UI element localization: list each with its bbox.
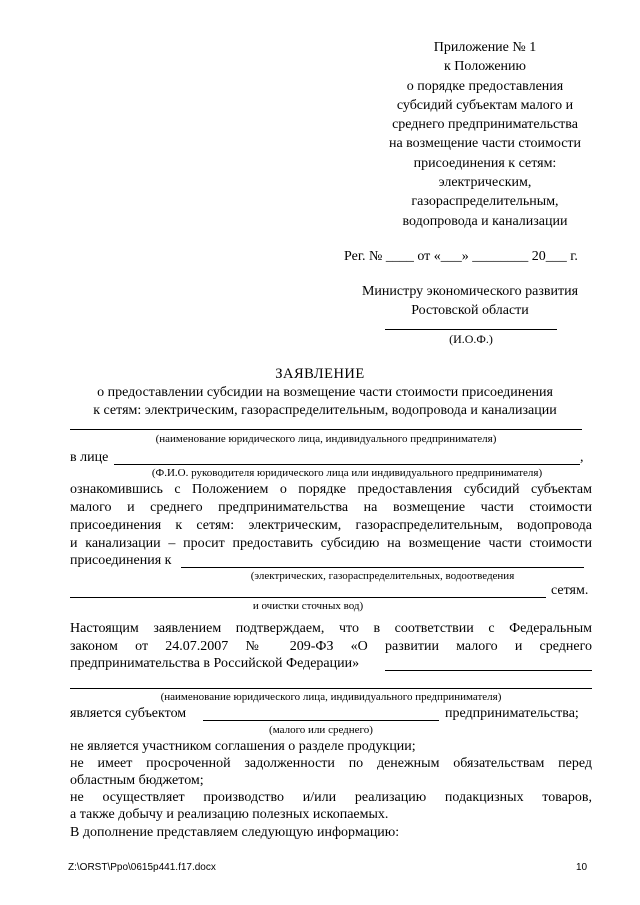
appendix-line: субсидий субъектам малого и	[396, 97, 574, 113]
paragraph-line: малого и среднего предпринимательства на возмещение части стоимости	[70, 500, 592, 515]
in-person-comma: ,	[580, 450, 584, 465]
paragraph-line: законом от 24.07.2007 № 209-ФЗ «О развитии малого и среднего	[70, 639, 592, 654]
appendix-header	[370, 38, 600, 231]
document-title: ЗАЯВЛЕНИЕ	[275, 366, 365, 382]
legal-name-blank-2[interactable]	[70, 688, 592, 689]
appendix-line: электрическим,	[438, 175, 532, 191]
paragraph-line: ознакомившись с Положением о порядке предоставления субсидий субъектам	[70, 482, 592, 497]
condition-item: а также добычу и реализацию полезных ископаемых.	[70, 807, 389, 822]
appendix-line: о порядке предоставления	[406, 78, 564, 94]
registration-line: Рег. № ____ от «___» ________ 20___ г.	[344, 249, 578, 264]
appendix-line: присоединения к сетям:	[413, 155, 557, 171]
paragraph-line: и канализации – просит предоставить субсидию на возмещение части стоимости	[70, 536, 592, 551]
subtitle-line: к сетям: электрическим, газораспределительным, водопровода и канализации	[93, 403, 557, 418]
document-subtitle	[60, 384, 590, 420]
entrepreneurship-label: предпринимательства;	[445, 706, 579, 721]
law-blank[interactable]	[385, 670, 592, 671]
addressee-caption: (И.О.Ф.)	[449, 332, 493, 346]
condition-item: областным бюджетом;	[70, 773, 204, 788]
condition-item: не имеет просроченной задолженности по денежным обязательствам перед	[70, 756, 592, 771]
addressee-name-blank[interactable]	[385, 329, 557, 330]
additional-info-line: В дополнение представляем следующую информацию:	[70, 825, 400, 840]
addressee	[340, 282, 600, 320]
appendix-line: на возмещение части стоимости	[388, 136, 582, 152]
appendix-line: водопровода и канализации	[402, 213, 568, 229]
legal-name-caption: (наименование юридического лица, индивидуального предпринимателя)	[155, 433, 497, 445]
in-person-label: в лице	[70, 450, 109, 465]
paragraph-line: присоединения к сетям: электрическим, газораспределительным, водопровода	[70, 518, 592, 533]
legal-name-blank[interactable]	[70, 429, 582, 430]
head-name-caption: (Ф.И.О. руководителя юридического лица или индивидуального предпринимателя)	[151, 467, 543, 479]
appendix-line: к Положению	[443, 59, 526, 75]
paragraph-line: Настоящим заявлением подтверждаем, что в соответствии с Федеральным	[70, 621, 592, 636]
networks-end: сетям.	[551, 583, 589, 598]
size-caption: (малого или среднего)	[269, 724, 373, 736]
addressee-line: Министру экономического развития	[361, 284, 579, 299]
page-number: 10	[576, 862, 588, 873]
networks-blank-2[interactable]	[70, 597, 546, 598]
appendix-line: Приложение № 1	[433, 40, 537, 55]
is-subject-label: является субъектом	[70, 706, 187, 721]
appendix-line: среднего предпринимательства	[392, 117, 578, 133]
paragraph-line: присоединения к	[70, 553, 172, 568]
condition-item: не осуществляет производство и/или реализацию подакцизных товаров,	[70, 790, 592, 805]
paragraph-line: предпринимательства в Российской Федерации»	[70, 656, 360, 671]
networks-caption: (электрических, газораспределительных, водоотведения	[250, 570, 515, 582]
head-name-blank[interactable]	[114, 464, 580, 465]
addressee-line: Ростовской области	[411, 303, 529, 318]
size-blank[interactable]	[203, 720, 439, 721]
footer-file-path: Z:\ORST\Ppo\0615p441.f17.docx	[68, 862, 216, 873]
networks-blank[interactable]	[181, 567, 584, 568]
legal-name-caption-2: (наименование юридического лица, индивидуального предпринимателя)	[160, 691, 502, 703]
subtitle-line: о предоставлении субсидии на возмещение части стоимости присоединения	[97, 385, 553, 400]
condition-item: не является участником соглашения о разделе продукции;	[70, 739, 416, 754]
appendix-line: газораспределительным,	[411, 194, 559, 210]
sewage-caption: и очистки сточных вод)	[252, 600, 364, 612]
